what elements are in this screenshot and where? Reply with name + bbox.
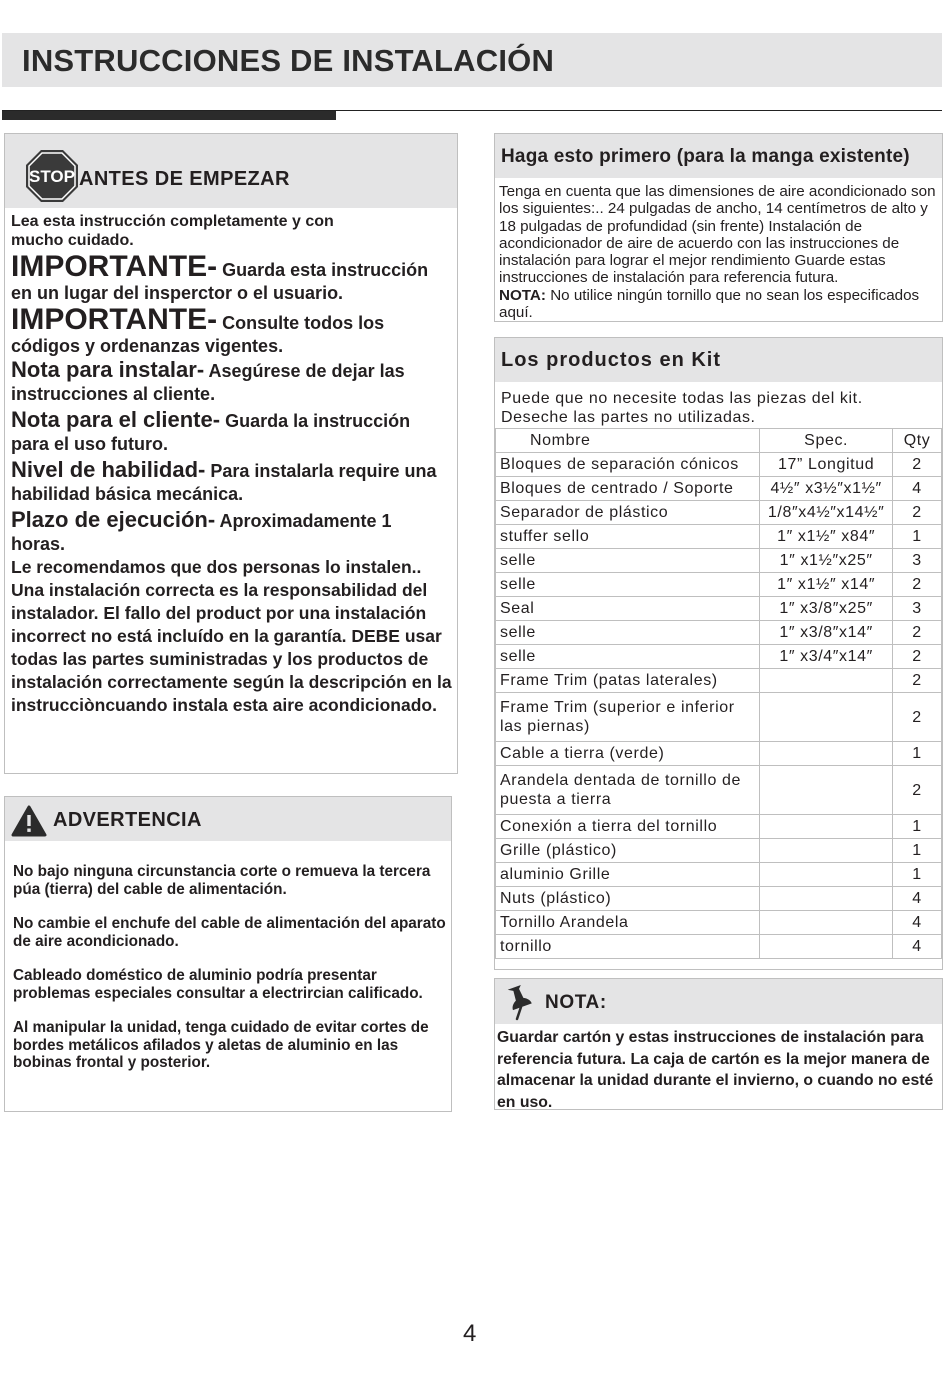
advertencia-item: Al manipular la unidad, tenga cuidado de evitar cortes de bordes metálicos afilados y aletas de aluminio en las bobinas frontal y posterior.	[13, 1019, 429, 1071]
manga-text: Tenga en cuenta que las dimensiones de aire acondicionado son los siguientes:.. 24 pulgadas de ancho, 14 centímetros de alto y 18 pulgadas de profundidad (sin frente) Instalación de acondicionador de aire de acuerdo con las instrucciones de instalación para lograr el mejor rendimiento Guarde estas instrucciones de instalación para referencia futura.	[499, 183, 936, 287]
stop-sign-icon	[25, 149, 79, 203]
kit-cell-spec: 1″ x1½″ x84″	[760, 525, 893, 549]
manga-nota-text: No utilice ningún tornillo que no sean los especificados aquí.	[499, 286, 920, 322]
kit-header-qty: Qty	[893, 429, 942, 453]
advertencia-body	[13, 863, 449, 1089]
kit-cell-spec	[760, 839, 893, 863]
kit-cell-qty: 4	[893, 887, 942, 911]
kit-cell-name: aluminio Grille	[496, 863, 760, 887]
pushpin-icon	[507, 983, 535, 1021]
nota-instalar: Nota para instalar- Asegúrese de dejar las instrucciones al cliente.	[11, 357, 405, 404]
kit-cell-qty: 1	[893, 863, 942, 887]
table-row	[496, 766, 942, 815]
kit-cell-name: Grille (plástico)	[496, 839, 760, 863]
antes-recomendaciones: Le recomendamos que dos personas lo instalen.. Una instalación correcta es la responsabilidad del instalador. El fallo del product por una instalación incorrect no está incluído en la garantía. DEBE usar todas las partes suministradas y los productos de instalación correctamente según la descripción en la instrucciòncuando instala esta aire acondicionado.	[11, 557, 452, 715]
kit-cell-qty: 3	[893, 549, 942, 573]
kit-header-spec: Spec.	[760, 429, 893, 453]
kit-intro-line: Puede que no necesite todas las piezas del kit.	[501, 390, 863, 407]
kit-cell-spec: 1″ x1½″ x14″	[760, 573, 893, 597]
kit-cell-spec	[760, 935, 893, 959]
kit-cell-spec	[760, 815, 893, 839]
title-bar	[2, 33, 942, 87]
table-row	[496, 525, 942, 549]
nota-title: NOTA:	[545, 992, 607, 1013]
kit-cell-name: stuffer sello	[496, 525, 760, 549]
stop-sign-label: STOP	[29, 167, 75, 186]
kit-cell-qty: 1	[893, 815, 942, 839]
table-row	[496, 549, 942, 573]
kit-cell-name: Bloques de centrado / Soporte	[496, 477, 760, 501]
table-row	[496, 501, 942, 525]
kit-cell-spec	[760, 669, 893, 693]
manga-body	[499, 183, 940, 321]
kit-cell-spec	[760, 863, 893, 887]
kit-cell-spec: 1/8″x4½″x14½″	[760, 501, 893, 525]
table-row	[496, 621, 942, 645]
kit-cell-spec	[760, 742, 893, 766]
kit-cell-qty: 2	[893, 669, 942, 693]
kit-cell-spec: 4½″ x3½″x1½″	[760, 477, 893, 501]
page-title: INSTRUCCIONES DE INSTALACIÓN	[22, 43, 555, 78]
kit-header-name: Nombre	[496, 429, 760, 453]
kit-cell-name: Frame Trim (patas laterales)	[496, 669, 760, 693]
antes-section	[4, 133, 458, 774]
advertencia-title: ADVERTENCIA	[53, 809, 202, 831]
importante-guarda: IMPORTANTE- Guarda esta instrucción en un lugar del insperctor o el usuario.	[11, 250, 429, 303]
kit-cell-qty: 1	[893, 839, 942, 863]
kit-cell-name: selle	[496, 645, 760, 669]
kit-title: Los productos en Kit	[501, 349, 721, 371]
antes-intro: Lea esta instrucción completamente y con mucho cuidado.	[11, 213, 334, 249]
table-row	[496, 839, 942, 863]
manga-section	[494, 133, 943, 322]
kit-cell-qty: 1	[893, 525, 942, 549]
table-row	[496, 815, 942, 839]
antes-title: ANTES DE EMPEZAR	[79, 168, 290, 190]
table-row	[496, 453, 942, 477]
advertencia-header	[5, 797, 451, 841]
antes-body	[11, 212, 453, 717]
kit-cell-qty: 2	[893, 621, 942, 645]
kit-cell-name: selle	[496, 549, 760, 573]
kit-cell-spec	[760, 693, 893, 742]
kit-cell-spec	[760, 766, 893, 815]
table-row	[496, 645, 942, 669]
antes-header	[5, 134, 457, 208]
kit-table	[495, 428, 942, 959]
advertencia-item: Cableado doméstico de aluminio podría presentar problemas especiales consultar a electrircian calificado.	[13, 967, 423, 1002]
nota-header	[495, 979, 942, 1024]
kit-cell-name: Seal	[496, 597, 760, 621]
kit-cell-qty: 4	[893, 911, 942, 935]
kit-cell-qty: 2	[893, 766, 942, 815]
kit-cell-qty: 2	[893, 693, 942, 742]
kit-cell-name: selle	[496, 621, 760, 645]
nota-body: Guardar cartón y estas instrucciones de instalación para referencia futura. La caja de cartón es la mejor manera de almacenar la unidad durante el invierno, o cuando no esté en uso.	[497, 1029, 934, 1111]
kit-cell-qty: 3	[893, 597, 942, 621]
table-row	[496, 573, 942, 597]
kit-cell-name: Arandela dentada de tornillo de puesta a tierra	[496, 766, 760, 815]
nota-cliente: Nota para el cliente- Guarda la instrucción para el uso futuro.	[11, 407, 411, 454]
kit-cell-name: selle	[496, 573, 760, 597]
kit-cell-name: Cable a tierra (verde)	[496, 742, 760, 766]
kit-cell-qty: 4	[893, 935, 942, 959]
kit-cell-name: Separador de plástico	[496, 501, 760, 525]
kit-intro-line: Deseche las partes no utilizadas.	[501, 409, 756, 426]
advertencia-item: No cambie el enchufe del cable de alimentación del aparato de aire acondicionado.	[13, 915, 446, 950]
kit-cell-qty: 2	[893, 501, 942, 525]
table-row	[496, 887, 942, 911]
kit-cell-spec: 1″ x3/4″x14″	[760, 645, 893, 669]
kit-cell-qty: 2	[893, 453, 942, 477]
table-row	[496, 597, 942, 621]
kit-cell-spec	[760, 911, 893, 935]
kit-cell-name: tornillo	[496, 935, 760, 959]
importante-consulte: IMPORTANTE- Consulte todos los códigos y ordenanzas vigentes.	[11, 303, 385, 356]
kit-cell-name: Frame Trim (superior e inferior las piernas)	[496, 693, 760, 742]
table-row	[496, 863, 942, 887]
kit-cell-qty: 1	[893, 742, 942, 766]
kit-cell-qty: 2	[893, 645, 942, 669]
header-rule-thick	[2, 111, 336, 120]
kit-cell-name: Tornillo Arandela	[496, 911, 760, 935]
table-row	[496, 669, 942, 693]
warning-icon	[11, 805, 47, 837]
kit-cell-name: Conexión a tierra del tornillo	[496, 815, 760, 839]
table-row	[496, 742, 942, 766]
kit-section	[494, 337, 943, 970]
kit-cell-spec	[760, 887, 893, 911]
plazo-ejecucion: Plazo de ejecución- Aproximadamente 1 horas.	[11, 507, 392, 554]
table-row	[496, 477, 942, 501]
manga-title: Haga esto primero (para la manga existente)	[501, 146, 910, 167]
table-row	[496, 693, 942, 742]
kit-cell-name: Nuts (plástico)	[496, 887, 760, 911]
manga-header	[495, 134, 942, 178]
kit-cell-name: Bloques de separación cónicos	[496, 453, 760, 477]
manga-nota-label: NOTA:	[499, 286, 546, 304]
page-number: 4	[463, 1320, 477, 1347]
kit-cell-spec: 1″ x1½″x25″	[760, 549, 893, 573]
nivel-habilidad: Nivel de habilidad- Para instalarla require una habilidad básica mecánica.	[11, 457, 437, 504]
kit-intro	[501, 389, 863, 427]
advertencia-item: No bajo ninguna circunstancia corte o remueva la tercera púa (tierra) del cable de alimentación.	[13, 863, 431, 898]
table-row	[496, 911, 942, 935]
kit-cell-spec: 17” Longitud	[760, 453, 893, 477]
kit-cell-qty: 4	[893, 477, 942, 501]
advertencia-section	[4, 796, 452, 1112]
nota-section	[494, 978, 943, 1110]
table-row	[496, 935, 942, 959]
kit-cell-spec: 1″ x3/8″x14″	[760, 621, 893, 645]
kit-header	[495, 338, 942, 382]
kit-cell-spec: 1″ x3/8″x25″	[760, 597, 893, 621]
kit-cell-qty: 2	[893, 573, 942, 597]
